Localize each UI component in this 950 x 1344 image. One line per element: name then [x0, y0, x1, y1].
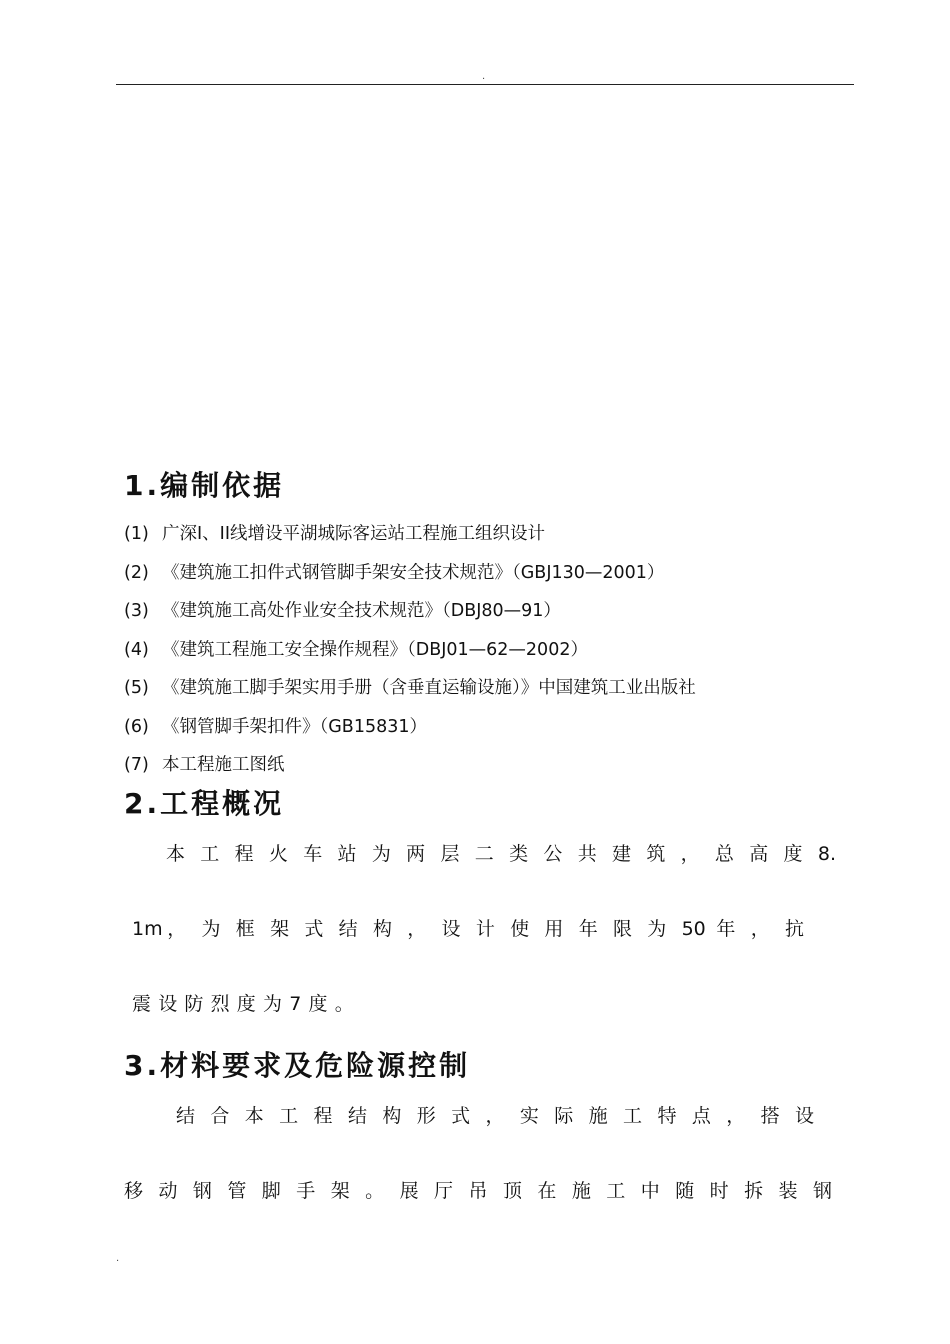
overview-line-2: 1m， 为 框 架 式 结 构 ， 设 计 使 用 年 限 为 50 年 ， 抗 [132, 918, 804, 940]
reference-text: 《建筑工程施工安全操作规程》（DBJ01—62—2002） [162, 639, 588, 660]
reference-item [124, 674, 696, 713]
reference-text: 《钢管脚手架扣件》（GB15831） [162, 716, 427, 737]
reference-number: (1) [124, 524, 149, 544]
header-rule [116, 84, 854, 85]
materials-line-2: 移 动 钢 管 脚 手 架 。 展 厅 吊 顶 在 施 工 中 随 时 拆 装 钢 [124, 1180, 832, 1202]
reference-item [124, 713, 696, 752]
section-3-title: 3.材料要求及危险源控制 [124, 1049, 471, 1082]
footer-mark: . [116, 1253, 120, 1264]
overview-line-1: 本 工 程 火 车 站 为 两 层 二 类 公 共 建 筑 ， 总 高 度 8. [166, 843, 836, 865]
reference-text: 《建筑施工脚手架实用手册（含垂直运输设施）》中国建筑工业出版社 [162, 678, 696, 698]
reference-text: 广深I、II线增设平湖城际客运站工程施工组织设计 [162, 524, 545, 544]
section-2-title: 2.工程概况 [124, 787, 285, 820]
reference-number: (5) [124, 678, 149, 698]
reference-item [124, 636, 696, 675]
reference-number: (6) [124, 716, 149, 737]
reference-number: (3) [124, 601, 149, 621]
reference-text: 《建筑施工高处作业安全技术规范》（DBJ80—91） [162, 601, 561, 621]
reference-text: 本工程施工图纸 [162, 755, 285, 775]
section-1-title: 1.编制依据 [124, 469, 285, 502]
materials-line-1: 结 合 本 工 程 结 构 形 式 ， 实 际 施 工 特 点 ， 搭 设 [176, 1105, 814, 1127]
header-mark: . [482, 71, 486, 82]
reference-number: (4) [124, 639, 149, 660]
reference-item [124, 520, 696, 559]
reference-list [124, 520, 696, 790]
reference-item [124, 559, 696, 598]
reference-number: (2) [124, 562, 149, 583]
reference-text: 《建筑施工扣件式钢管脚手架安全技术规范》（GBJ130—2001） [162, 562, 665, 583]
overview-line-3: 震设防烈度为7度。 [132, 993, 361, 1015]
reference-item [124, 751, 696, 790]
reference-item [124, 597, 696, 636]
reference-number: (7) [124, 755, 149, 775]
